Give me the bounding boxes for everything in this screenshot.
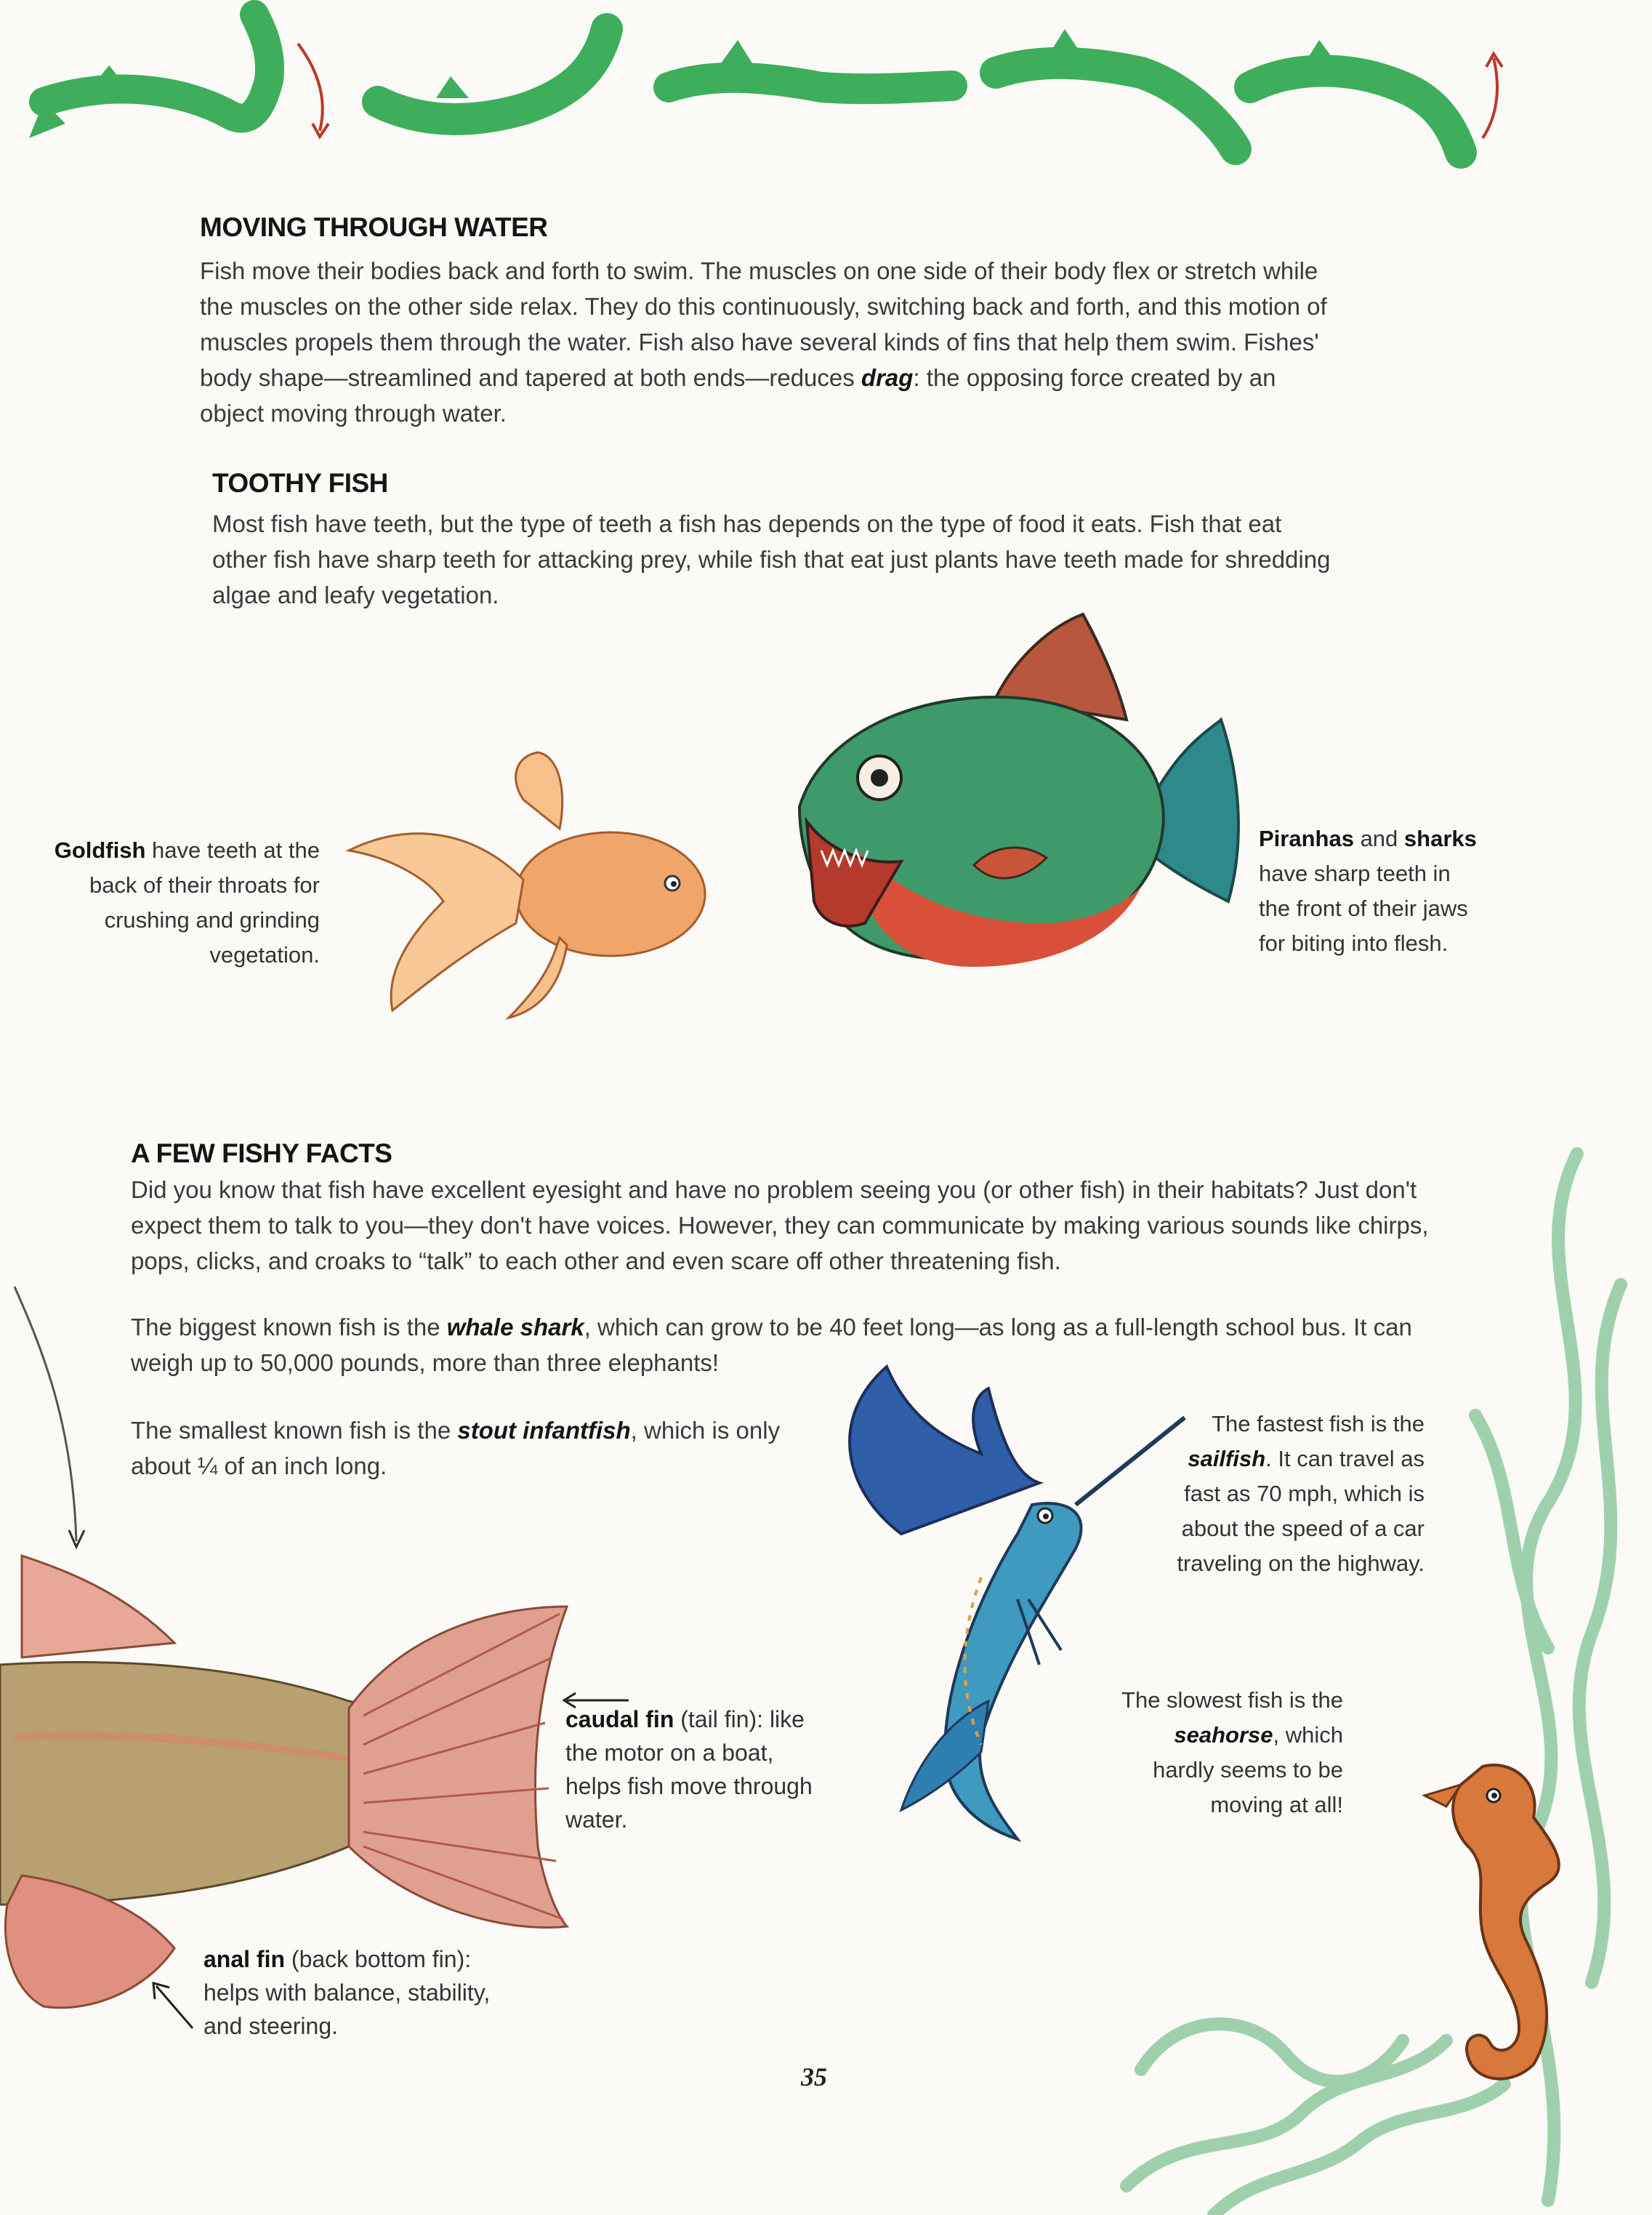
piranha-caption-text: have sharp teeth in the front of their jaws for biting into flesh.: [1259, 861, 1468, 956]
anal-fin-caption: [204, 1942, 531, 2043]
page-number: 35: [801, 2062, 827, 2091]
infantfish-text-before: The smallest known fish is the: [131, 1417, 458, 1444]
goldfish-caption: [36, 833, 320, 973]
anal-fin-term: anal fin: [204, 1946, 286, 1972]
caudal-fin-term: caudal fin: [565, 1706, 674, 1732]
section-heading-facts: A FEW FISHY FACTS: [131, 1138, 392, 1168]
facts-paragraph-3: [131, 1412, 807, 1484]
caudal-fin-caption: [565, 1703, 813, 1836]
goldfish-caption-text: have teeth at the back of their throats for crushing and grinding vegetation.: [89, 837, 320, 968]
goldfish-illustration: [342, 749, 734, 1025]
swim-arrow-1: [298, 44, 323, 131]
swim-fish-1: [29, 15, 270, 138]
goldfish-term: Goldfish: [54, 837, 146, 863]
facts-paragraph-1: Did you know that fish have excellent eyesight and have no problem seeing you (or other fish) in their habitats? Just don't expect them to talk to you—they don't have voices. However, they can communicate by making various sounds like chirps, pops, clicks, and croaks to “talk” to each other and even scare off other threatening fish.: [131, 1176, 1429, 1274]
swimming-fish-sequence-illustration: [0, 0, 1652, 189]
infantfish-text-after: , which is only about ¼ of an inch long.: [131, 1417, 781, 1479]
piranha-caption-mid: and: [1353, 826, 1404, 851]
sharks-term: sharks: [1403, 826, 1477, 851]
seahorse-text-after: , which hardly seems to be moving at all!: [1153, 1722, 1343, 1817]
piranha-caption: [1259, 821, 1477, 961]
anal-fin-arrow: [149, 1977, 200, 2035]
section-heading-toothy: TOOTHY FISH: [212, 468, 388, 498]
seahorse-illustration: [1417, 1752, 1584, 2094]
seahorse-text-before: The slowest fish is the: [1121, 1687, 1343, 1713]
swim-fish-5: [1250, 40, 1461, 153]
moving-text-before: Fish move their bodies back and forth to swim. The muscles on one side of their body flex or stretch while the muscles on the other side relax. They do this continuously, switching back and forth, and this motion of muscles propels them through the water. Fish also have several kinds of fins that help them swim. Fishes' body shape—streamlined and tapered at both ends—reduces: [200, 257, 1327, 391]
sailfish-text-before: The fastest fish is the: [1212, 1411, 1425, 1436]
term-whale-shark: whale shark: [446, 1314, 584, 1340]
anal-fin-text: (back bottom fin): helps with balance, stability, and steering.: [204, 1946, 491, 2039]
piranha-illustration: [778, 611, 1272, 1061]
sailfish-text-after: . It can travel as fast as 70 mph, which is about the speed of a car traveling on the highway.: [1177, 1446, 1425, 1576]
swim-fish-2: [378, 29, 607, 119]
whale-shark-text-after: , which can grow to be 40 feet long—as long as a full-length school bus. It can weigh up to 50,000 pounds, more than three elephants!: [131, 1314, 1412, 1376]
whale-shark-text-before: The biggest known fish is the: [131, 1314, 447, 1340]
piranhas-term: Piranhas: [1259, 826, 1354, 851]
pointer-line: [7, 1279, 94, 1556]
term-sailfish: sailfish: [1188, 1446, 1266, 1471]
term-stout-infantfish: stout infantfish: [457, 1417, 631, 1444]
swim-fish-3: [669, 40, 952, 89]
toothy-paragraph: Most fish have teeth, but the type of teeth a fish has depends on the type of food it eats. Fish that eat other fish have sharp teeth for attacking prey, while fish that eat just plants have teeth made for shredding algae and leafy vegetation.: [212, 510, 1331, 608]
moving-paragraph: [200, 253, 1341, 431]
moving-text-after: : the opposing force created by an object moving through water.: [200, 364, 1276, 427]
swim-fish-4: [996, 29, 1236, 149]
caudal-fin-text: (tail fin): like the motor on a boat, helps fish move through water.: [565, 1706, 813, 1833]
term-drag: drag: [861, 364, 914, 391]
swim-arrow-2: [1483, 58, 1497, 138]
term-seahorse: seahorse: [1174, 1722, 1273, 1748]
section-heading-moving: MOVING THROUGH WATER: [200, 212, 548, 242]
